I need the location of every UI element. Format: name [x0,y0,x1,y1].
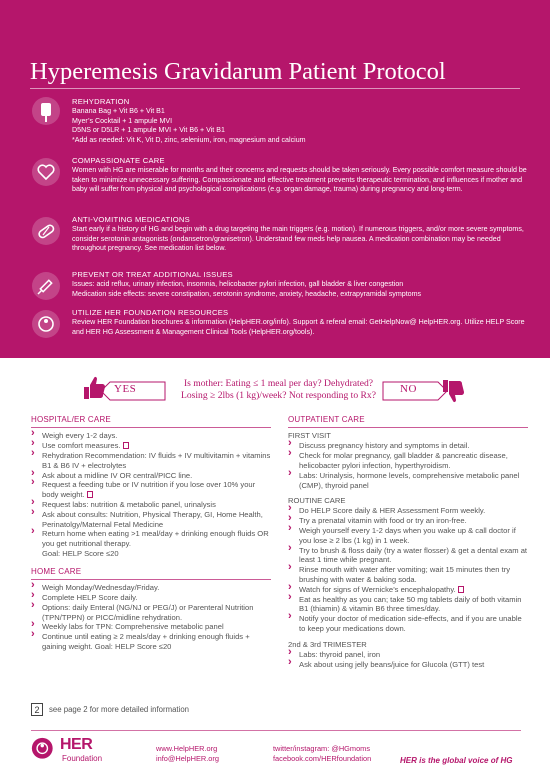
section-compassionate-care [72,156,527,195]
list-item: › Weigh every 1-2 days. [31,431,271,441]
tagline: HER is the global voice of HG [400,756,513,765]
hospital-heading: HOSPITAL/ER CARE [31,415,111,424]
list-item: › Try a prenatal vitamin with food or try an iron-free. [288,516,528,526]
question-line: Is mother: Eating ≤ 1 meal per day? Dehydrated? [183,378,374,389]
trimester-heading: 2nd & 3rd TRIMESTER [288,639,367,649]
list-item: › Request labs: nutrition & metabolic panel, urinalysis [31,500,271,510]
section-heading: COMPASSIONATE CARE [72,156,165,165]
decision-question [171,378,386,402]
header-banner [0,0,550,358]
page-reference-text: see page 2 for more detailed information [49,705,189,714]
section-prevent-treat [72,270,527,299]
pills-icon [31,216,61,246]
list-item: › Complete HELP Score daily. [31,593,271,603]
divider [288,427,528,428]
section-line: Issues: acid reflux, urinary infection, insomnia, helicobacter pylori infection, gall bladder & liver congestion [72,280,404,289]
divider [31,427,271,428]
list-item: › Ask about using jelly beans/juice for Glucola (GTT) test [288,660,528,670]
list-item: › Continue until eating ≥ 2 meals/day + drinking enough fluids + gaining weight. Goal: HELP Score ≤20 [31,632,271,652]
list-item: › Try to brush & floss daily (try a water flosser) & get a dental exam at least 1 time while pregnant. [288,546,528,566]
section-anti-vomiting [72,215,527,254]
section-paragraph: Start early if a history of HG and begin with a drug targeting the main triggers (e.g. motion). If numerous triggers, and/or more severe symptoms, consider serotonin antagonists (ondansetron/granisetron). Understand few meds help nausea. A medication combination may be needed throughout pregnancy. See medication list below. [72,225,524,253]
footer-divider [31,730,521,731]
list-item: › Weekly labs for TPN: Comprehensive metabolic panel [31,622,271,632]
document-icon [123,442,129,449]
list-item: › Ask about consults: Nutrition, Physical Therapy, GI, Home Health, Perinatolgy/Maternal Fetal Medicine [31,510,271,530]
syringe-icon [31,271,61,301]
right-column [288,415,528,669]
logo-subtext: Foundation [62,754,103,763]
left-column [31,415,271,652]
list-item: › Weigh Monday/Wednesday/Friday. [31,583,271,593]
iv-bag-icon [31,96,61,126]
section-line: Myer’s Cocktail + 1 ampule MVI [72,116,173,125]
list-item-text: Use comfort measures. [42,441,121,451]
divider [31,579,271,580]
no-label: NO [400,383,417,395]
email-link[interactable]: info@HelpHER.org [156,754,219,764]
list-item: › Do HELP Score daily & HER Assessment Form weekly. [288,506,528,516]
list-item [31,480,271,500]
her-foundation-logo-icon [31,737,57,763]
page-title: Hyperemesis Gravidarum Patient Protocol [30,58,446,85]
heart-hands-icon [31,157,61,187]
section-heading: PREVENT OR TREAT ADDITIONAL ISSUES [72,270,233,279]
thumb-up-icon [81,374,107,402]
section-her-resources [72,308,527,337]
her-logo-icon [31,309,61,339]
list-item: › Weigh yourself every 1-2 days when you wake up & call doctor if you lose ≥ 2 lbs (1 kg) in 1 week. [288,526,528,546]
list-item: › Labs: Urinalysis, hormone levels, comprehensive metabolic panel (CMP), thyroid panel [288,471,528,491]
website-link[interactable]: www.HelpHER.org [156,744,218,753]
list-item: › Labs: thyroid panel, iron [288,650,528,660]
yes-label: YES [114,383,137,395]
routine-care-heading: ROUTINE CARE [288,496,346,506]
list-item: › Eat as healthy as you can; take 50 mg tablets daily of both vitamin B1 (thiamin) & vitamin B6 three times/day. [288,595,528,615]
list-item: › Options: daily Enteral (NG/NJ or PEG/J) or Parenteral Nutrition (TPN/TPPN) or PICC/midline rehydration. [31,603,271,623]
outpatient-heading: OUTPATIENT CARE [288,415,365,424]
hospital-goal: Goal: HELP Score ≤20 [42,548,119,558]
document-icon [458,586,464,593]
list-item: › Notify your doctor of medication side-effects, and if you are unable to keep your medications down. [288,614,528,634]
logo-text: HER [60,736,93,753]
list-item [288,585,528,595]
title-divider [30,88,520,89]
first-visit-heading: FIRST VISIT [288,431,331,441]
section-paragraph: Review HER Foundation brochures & information (HelpHER.org/info). Support & referal email: GetHelpNow@ HelpHER.org. Utilize HELP Score and HER HG Assessment & Management Clinical Tools (HelpHER.org/tools). [72,318,525,336]
section-line: *Add as needed: Vit K, Vit D, zinc, selenium, iron, magnesium and calcium [72,135,306,144]
section-heading: UTILIZE HER FOUNDATION RESOURCES [72,308,229,317]
section-line: D5NS or D5LR + 1 ampule MVI + Vit B6 + Vit B1 [72,126,225,135]
page-reference [31,703,189,716]
document-icon [87,491,93,498]
thumb-down-icon [440,377,466,405]
section-heading: ANTI-VOMITING MEDICATIONS [72,215,190,224]
section-line: Medication side effects: severe constipation, serotonin syndrome, anxiety, headache, extrapyramidal symptoms [72,289,422,298]
home-heading: HOME CARE [31,566,82,576]
list-item-text: Watch for signs of Wernicke’s encephalopathy. [299,584,456,594]
list-item [31,441,271,451]
list-item-text: Request a feeding tube or IV nutrition if you lose over 10% your body weight. [42,480,256,500]
list-item: › Rinse mouth with water after vomiting; wait 15 minutes then try brushing with water & baking soda. [288,565,528,585]
section-paragraph: Women with HG are miserable for months and their concerns and requests should be taken seriously. Every possible comfort measure should be taken to minimize unnecessary suffering. Compassionate and effective treatment prevents therapeutic termination, and influences if mother and baby will suffer from physical and psychological complications (e.g. organ damage, trauma) during pregnancy and long-term. [72,166,527,194]
section-heading: REHYDRATION [72,97,130,106]
twitter-link[interactable]: twitter/instagram: @HGmoms [273,744,371,753]
list-item: › Return home when eating >1 meal/day + drinking enough fluids OR you get nutritional therapy. [31,529,271,549]
facebook-link[interactable]: facebook.com/HERfoundation [273,754,372,764]
footer-contact [156,744,219,765]
footer-social [273,744,371,765]
list-item: › Ask about a midline IV OR central/PICC line. [31,471,271,481]
page-number-icon: 2 [31,703,43,716]
section-rehydration [72,97,527,145]
list-item: › Check for molar pregnancy, gall bladder & pancreatic disease, helicobacter pylori infection, hyperthyroidism. [288,451,528,471]
list-item: › Rehydration Recommendation: IV fluids + IV multivitamin + vitamins B1 & B6 IV + electrolytes [31,451,271,471]
question-line: Losing ≥ 2lbs (1 kg)/week? Not responding to Rx? [181,390,376,401]
section-line: Banana Bag + Vit B6 + Vit B1 [72,107,165,116]
list-item: › Discuss pregnancy history and symptoms in detail. [288,441,528,451]
